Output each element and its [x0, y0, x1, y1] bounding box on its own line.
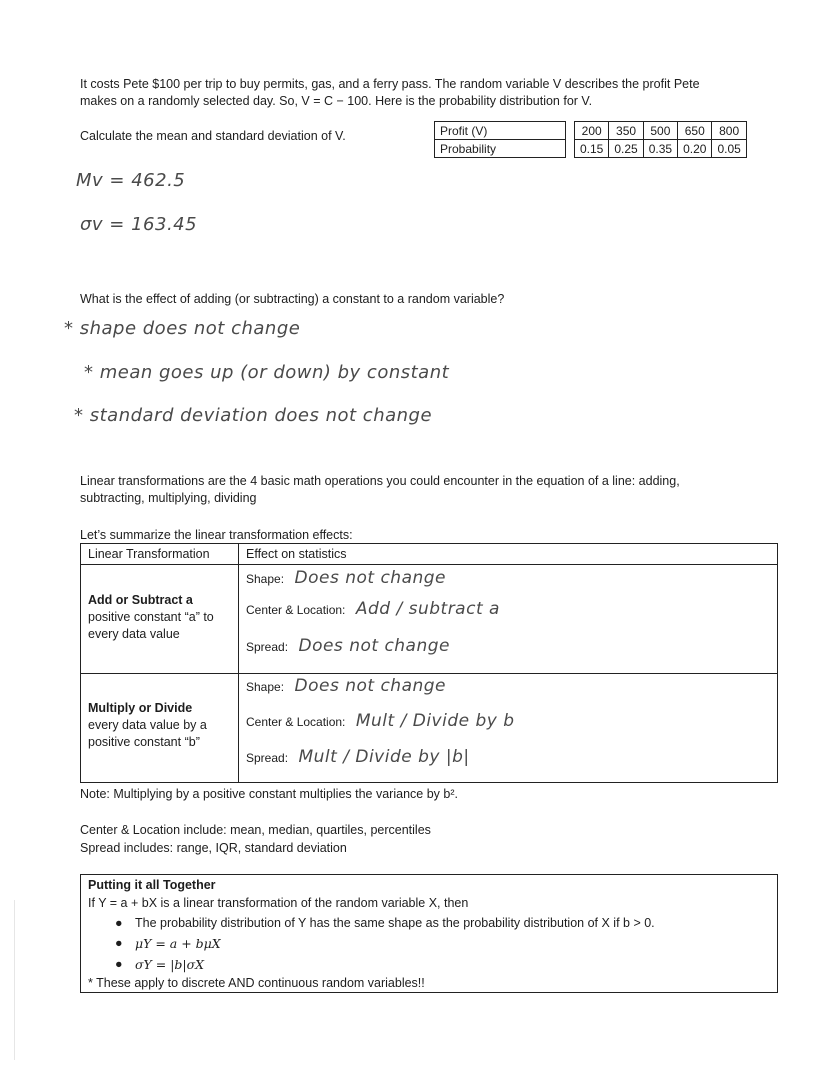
variance-note: Note: Multiplying by a positive constant multiplies the variance by b².: [80, 787, 458, 801]
together-intro: If Y = a + bX is a linear transformation of the random variable X, then: [88, 896, 469, 910]
shape-label: Shape:: [246, 572, 285, 586]
row2-spread: [246, 747, 470, 767]
row-title: Multiply or Divide: [88, 701, 193, 715]
bullet-icon: ●: [115, 957, 123, 971]
summary-table: [80, 543, 778, 783]
linear-transformation-definition: [80, 473, 780, 507]
row-label-profit: Profit (V): [435, 122, 566, 140]
handwritten-sd: σv = 163.45: [80, 214, 198, 235]
definition-line-1: Linear transformations are the 4 basic math operations you could encounter in the equation of a line: adding,: [80, 474, 680, 488]
list-item: ● σY = |b|σX: [115, 957, 205, 972]
handwritten-spread-answer: Mult / Divide by |b|: [298, 747, 470, 767]
row1-center: [246, 599, 500, 619]
handwritten-answer-sd: * standard deviation does not change: [74, 405, 433, 426]
question-mean-sd: Calculate the mean and standard deviation of V.: [80, 129, 346, 143]
handwritten-shape-answer: Does not change: [294, 676, 447, 696]
handwritten-mean: Mv = 462.5: [76, 170, 186, 191]
value-cell: 650: [678, 122, 712, 140]
bullet-icon: ●: [115, 916, 123, 930]
row-desc: every data value: [88, 627, 180, 641]
spread-label: Spread:: [246, 751, 289, 765]
row-multiply-divide-description: [88, 700, 236, 751]
handwritten-shape-answer: Does not change: [294, 568, 447, 588]
summary-title: Let’s summarize the linear transformation effects:: [80, 528, 353, 542]
row-label-probability: Probability: [435, 140, 566, 158]
header-linear-transformation: Linear Transformation: [88, 547, 210, 561]
intro-line-1: It costs Pete $100 per trip to buy permits, gas, and a ferry pass. The random variable V describes the profit Pete: [80, 77, 700, 91]
value-cell: 350: [609, 122, 643, 140]
spread-label: Spread:: [246, 640, 289, 654]
value-cell: 500: [643, 122, 677, 140]
probability-cell: 0.25: [609, 140, 643, 158]
value-cell: 800: [712, 122, 746, 140]
row-desc: positive constant “b”: [88, 735, 200, 749]
probability-cell: 0.05: [712, 140, 746, 158]
row-desc: positive constant “a” to: [88, 610, 214, 624]
spread-info: Spread includes: range, IQR, standard deviation: [80, 841, 347, 855]
question-constant-effect: What is the effect of adding (or subtracting) a constant to a random variable?: [80, 292, 505, 306]
row1-shape: [246, 568, 446, 588]
center-label: Center & Location:: [246, 603, 346, 617]
together-title: Putting it all Together: [88, 878, 216, 892]
together-bullet-list: [113, 915, 773, 974]
together-footnote: * These apply to discrete AND continuous random variables!!: [88, 976, 425, 990]
putting-it-together-box: [80, 874, 778, 993]
probability-cell: 0.15: [575, 140, 609, 158]
table-row: [435, 140, 747, 158]
table-row: [435, 122, 747, 140]
shape-label: Shape:: [246, 680, 285, 694]
list-item: ● The probability distribution of Y has the same shape as the probability distribution of X if b > 0.: [115, 916, 655, 930]
intro-line-2: makes on a randomly selected day. So, V = C − 100. Here is the probability distribution for V.: [80, 94, 593, 108]
value-cell: 200: [575, 122, 609, 140]
probability-distribution-table: [434, 121, 747, 158]
intro-text: [80, 76, 780, 110]
row-desc: every data value by a: [88, 718, 207, 732]
handwritten-answer-shape: * shape does not change: [64, 318, 301, 339]
scan-edge-line: [14, 900, 15, 1060]
definition-line-2: subtracting, multiplying, dividing: [80, 491, 257, 505]
handwritten-center-answer: Add / subtract a: [355, 599, 500, 619]
list-item: ● μY = a + bμX: [115, 936, 221, 951]
row1-spread: [246, 636, 450, 656]
center-label: Center & Location:: [246, 715, 346, 729]
bullet-icon: ●: [115, 936, 123, 950]
row2-shape: [246, 676, 446, 696]
probability-cell: 0.35: [643, 140, 677, 158]
center-location-info: Center & Location include: mean, median, quartiles, percentiles: [80, 823, 431, 837]
probability-cell: 0.20: [678, 140, 712, 158]
handwritten-spread-answer: Does not change: [298, 636, 451, 656]
row-title: Add or Subtract a: [88, 593, 193, 607]
row-add-subtract-description: [88, 592, 236, 643]
handwritten-center-answer: Mult / Divide by b: [355, 711, 515, 731]
handwritten-answer-mean: * mean goes up (or down) by constant: [84, 362, 450, 383]
row2-center: [246, 711, 515, 731]
header-effect-on-statistics: Effect on statistics: [246, 547, 347, 561]
